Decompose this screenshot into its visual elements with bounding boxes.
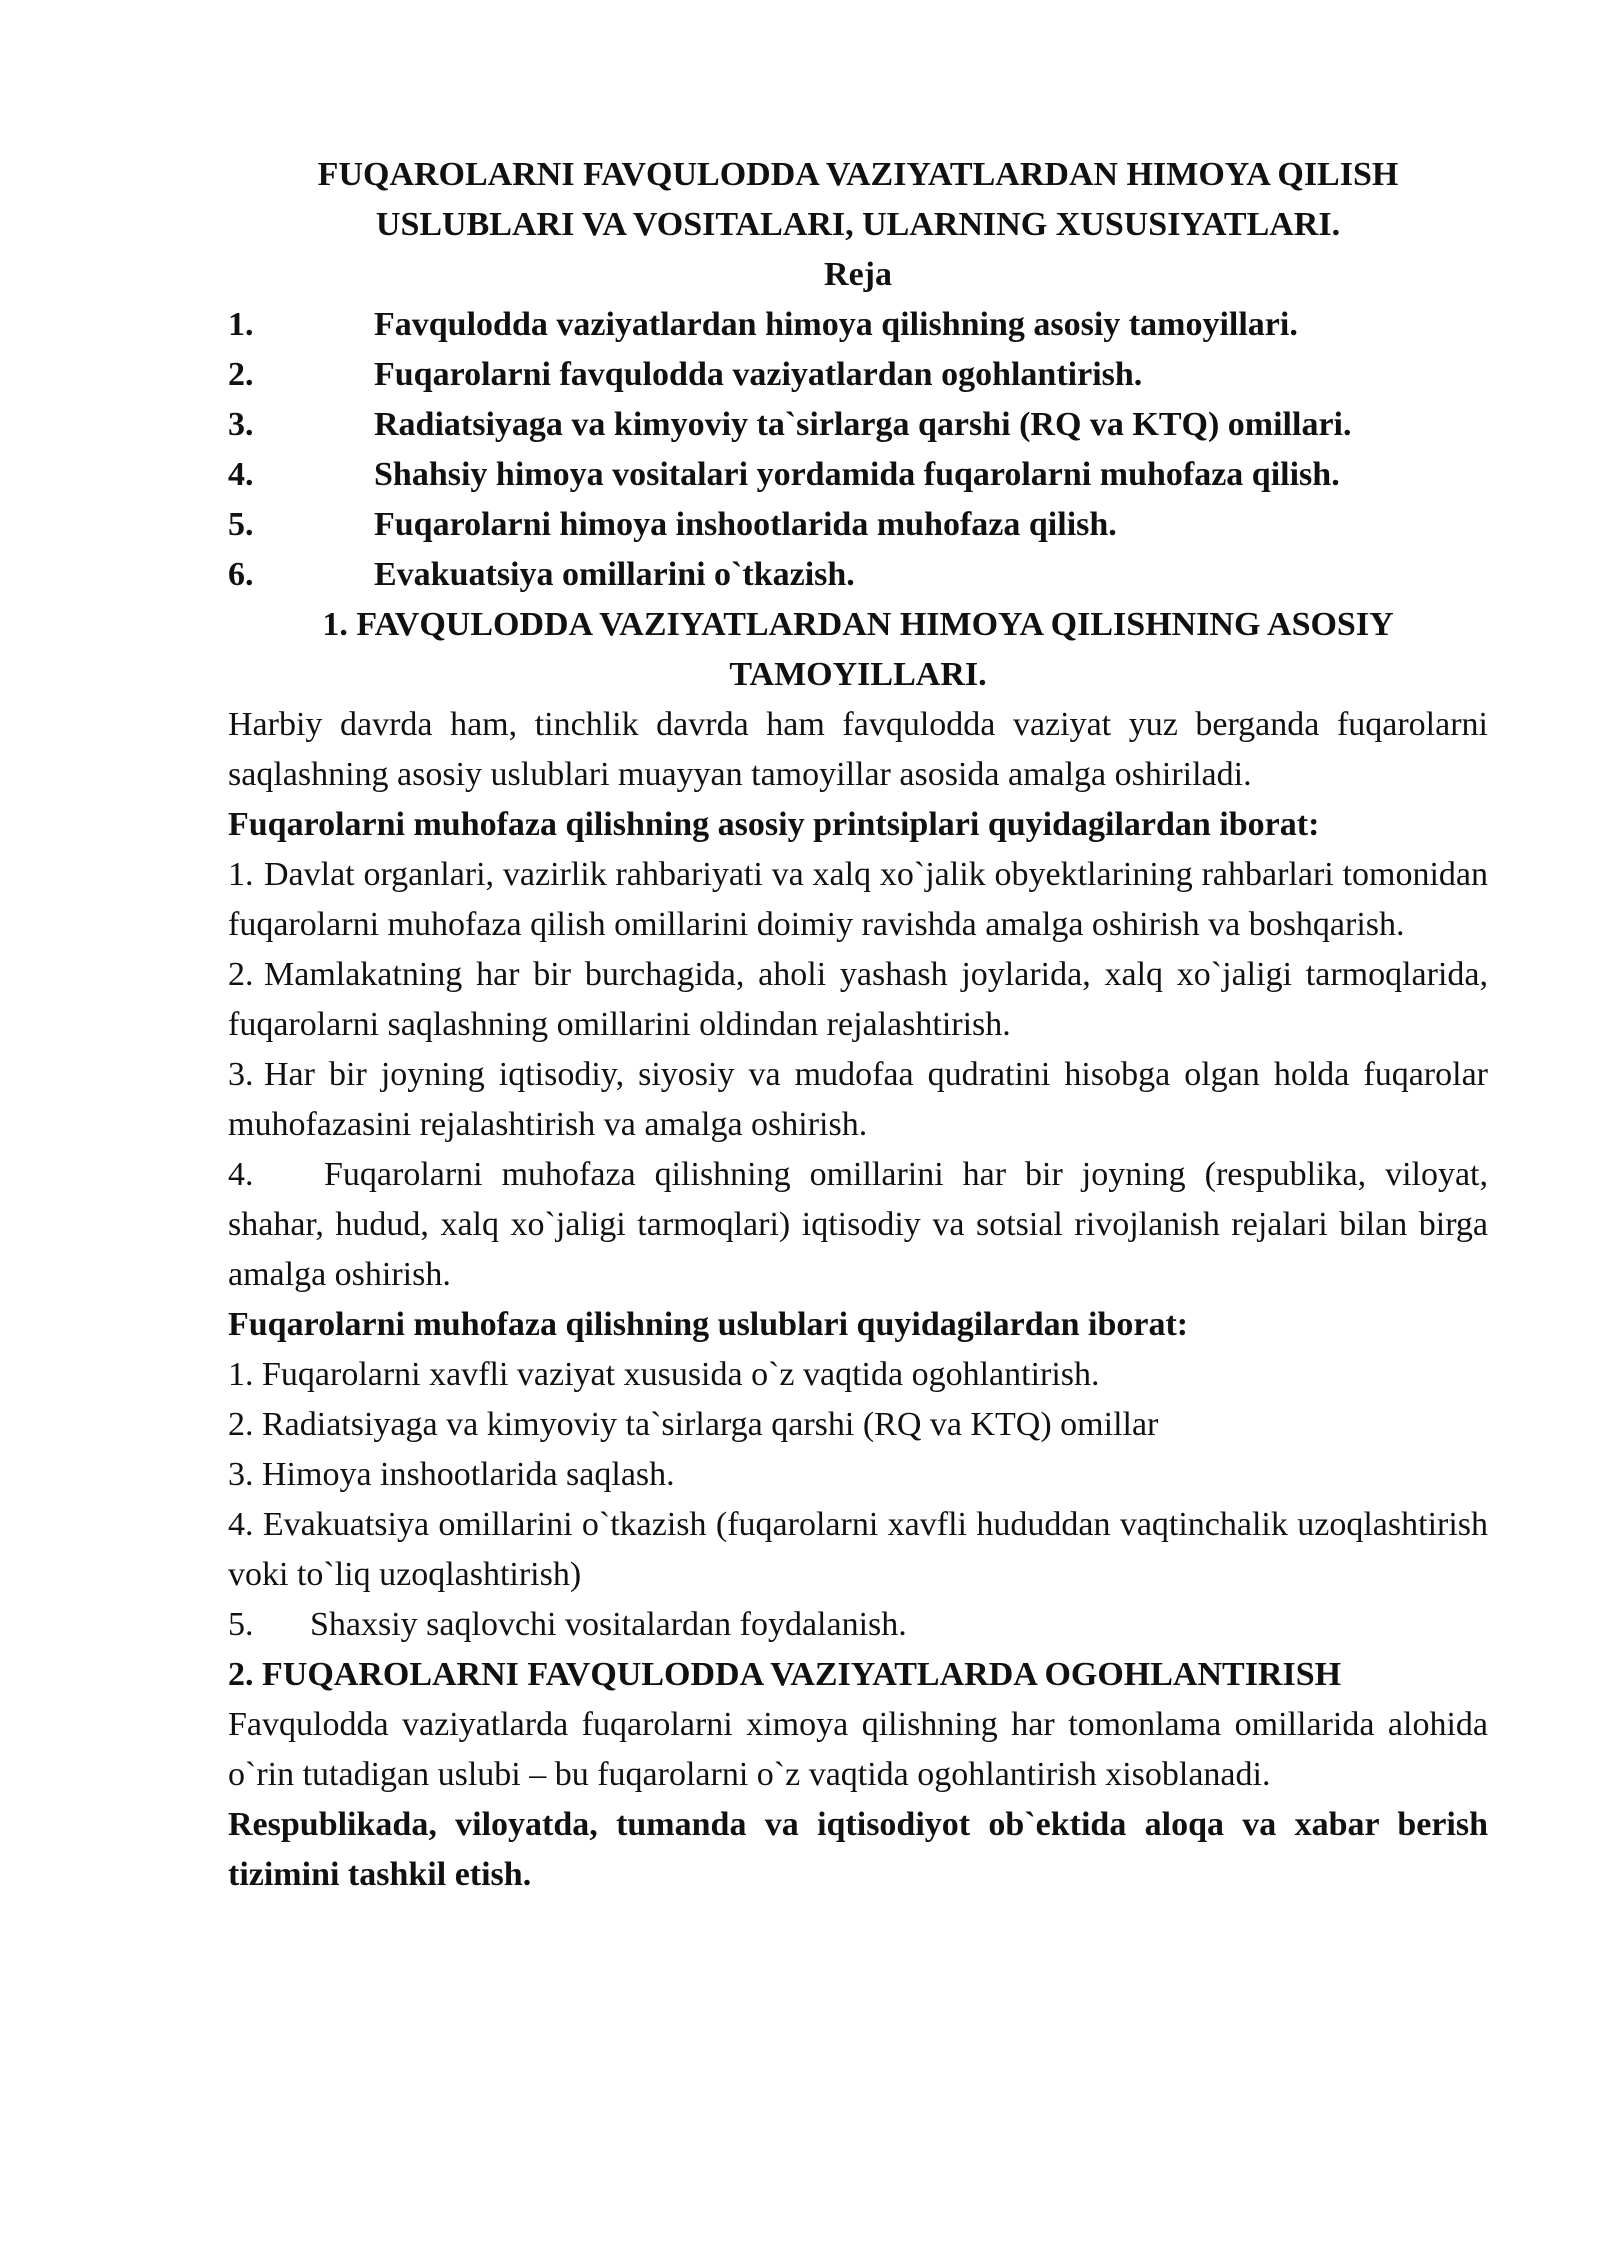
document-title-line-1: FUQAROLARNI FAVQULODDA VAZIYATLARDAN HIMOYA QILISH — [317, 156, 1399, 193]
principle-item — [228, 1050, 1488, 1150]
principle-item — [228, 1150, 1488, 1300]
plan-item — [228, 400, 1488, 450]
plan-item-number: 5. — [228, 506, 254, 543]
principle-item-text: Har bir joyning iqtisodiy, siyosiy va mudofaa qudratini hisobga olgan holda fuqarolar muhofazasini rejalashtirish va amalga oshirish. — [228, 1056, 1488, 1143]
principle-item — [228, 950, 1488, 1050]
plan-heading: Reja — [824, 256, 892, 293]
method-item-text: Evakuatsiya omillarini o`tkazish (fuqarolarni xavfli hududdan vaqtinchalik uzoqlashtirish voki to`liq uzoqlashtirish) — [228, 1506, 1489, 1593]
plan-item — [228, 450, 1488, 500]
plan-item-number: 4. — [228, 456, 254, 493]
methods-heading: Fuqarolarni muhofaza qilishning uslublari quyidagilardan iborat: — [228, 1306, 1189, 1343]
method-item — [228, 1500, 1488, 1600]
method-item-number: 3. — [228, 1456, 254, 1493]
section-1-heading-line-2: TAMOYILLARI. — [729, 656, 987, 693]
principle-item — [228, 850, 1488, 950]
section-2-subheading: Respublikada, viloyatda, tumanda va iqtisodiyot ob`ektida aloqa va xabar berish tizimini tashkil etish. — [228, 1806, 1488, 1893]
method-item-number: 5. — [228, 1606, 254, 1643]
plan-item-text: Radiatsiyaga va kimyoviy ta`sirlarga qarshi (RQ va KTQ) omillari. — [374, 406, 1352, 443]
plan-item — [228, 550, 1488, 600]
plan-item-number: 1. — [228, 306, 254, 343]
section-2-intro-paragraph: Favqulodda vaziyatlarda fuqarolarni ximoya qilishning har tomonlama omillarida alohida o`rin tutadigan uslubi – bu fuqarolarni o`z vaqtida ogohlantirish xisoblanadi. — [228, 1706, 1488, 1793]
method-item-number: 4. — [228, 1506, 254, 1543]
methods-list — [228, 1350, 1488, 1650]
plan-item-text: Fuqarolarni favqulodda vaziyatlardan ogohlantirish. — [374, 356, 1143, 393]
method-item-number: 1. — [228, 1356, 254, 1393]
principle-item-number: 4. — [228, 1156, 254, 1193]
principle-item-text: Davlat organlari, vazirlik rahbariyati va xalq xo`jalik obyektlarining rahbarlari tomonidan fuqarolarni muhofaza qilish omillarini doimiy ravishda amalga oshirish va boshqarish. — [228, 856, 1488, 943]
principle-item-number: 3. — [228, 1056, 254, 1093]
plan-item-number: 2. — [228, 356, 254, 393]
method-item-text: Himoya inshootlarida saqlash. — [262, 1456, 675, 1493]
plan-item-text: Favqulodda vaziyatlardan himoya qilishning asosiy tamoyillari. — [374, 306, 1298, 343]
section-1-heading-line-1: 1. FAVQULODDA VAZIYATLARDAN HIMOYA QILISHNING ASOSIY — [322, 606, 1394, 643]
principle-item-text: Fuqarolarni muhofaza qilishning omillarini har bir joyning (respublika, viloyat, shahar, hudud, xalq xo`jaligi tarmoqlari) iqtisodiy va sotsial rivojlanish rejalari bilan birga amalga oshirish. — [228, 1156, 1488, 1293]
principle-item-number: 2. — [228, 956, 254, 993]
document-title-line-2: USLUBLARI VA VOSITALARI, ULARNING XUSUSIYATLARI. — [375, 206, 1341, 243]
method-item — [228, 1400, 1488, 1450]
plan-item-number: 3. — [228, 406, 254, 443]
principle-item-text: Mamlakatning har bir burchagida, aholi yashash joylarida, xalq xo`jaligi tarmoqlarida, fuqarolarni saqlashning omillarini oldindan rejalashtirish. — [228, 956, 1488, 1043]
plan-item-text: Shahsiy himoya vositalari yordamida fuqarolarni muhofaza qilish. — [374, 456, 1340, 493]
principles-list — [228, 850, 1488, 1300]
section-2-heading: 2. FUQAROLARNI FAVQULODDA VAZIYATLARDA OGOHLANTIRISH — [228, 1656, 1342, 1693]
method-item — [228, 1450, 1488, 1500]
method-item — [228, 1350, 1488, 1400]
principles-heading: Fuqarolarni muhofaza qilishning asosiy printsiplari quyidagilardan iborat: — [228, 806, 1320, 843]
plan-item-text: Evakuatsiya omillarini o`tkazish. — [374, 556, 855, 593]
method-item-text: Fuqarolarni xavfli vaziyat xususida o`z vaqtida ogohlantirish. — [262, 1356, 1100, 1393]
method-item-number: 2. — [228, 1406, 254, 1443]
principle-item-number: 1. — [228, 856, 254, 893]
plan-list — [228, 300, 1488, 600]
method-item-text: Shaxsiy saqlovchi vositalardan foydalanish. — [310, 1606, 907, 1643]
plan-item — [228, 300, 1488, 350]
method-item — [228, 1600, 1488, 1650]
plan-item-number: 6. — [228, 556, 254, 593]
section-1-intro-paragraph: Harbiy davrda ham, tinchlik davrda ham favqulodda vaziyat yuz berganda fuqarolarni saqlashning asosiy uslublari muayyan tamoyillar asosida amalga oshiriladi. — [228, 706, 1488, 793]
plan-item-text: Fuqarolarni himoya inshootlarida muhofaza qilish. — [374, 506, 1117, 543]
plan-item — [228, 350, 1488, 400]
method-item-text: Radiatsiyaga va kimyoviy ta`sirlarga qarshi (RQ va KTQ) omillar — [262, 1406, 1159, 1443]
plan-item — [228, 500, 1488, 550]
